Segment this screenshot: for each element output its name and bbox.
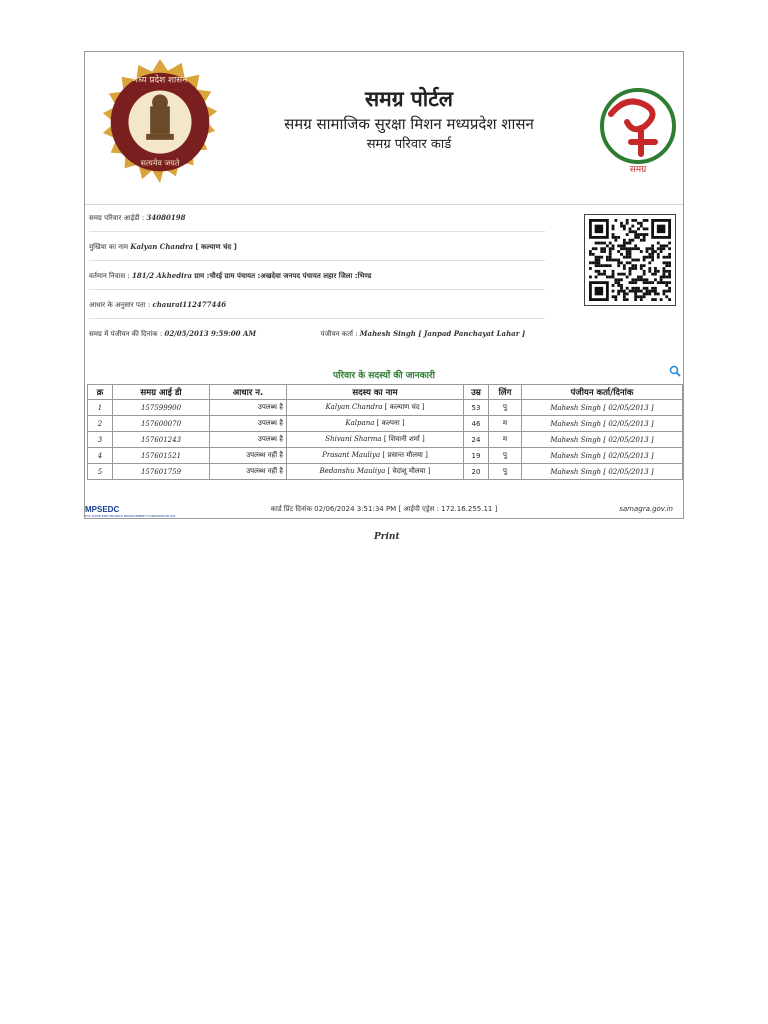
print-date: कार्ड प्रिंट दिनांक 02/06/2024 3:51:34 PM [ आईपी एड्रेस : 172.16.255.11 ] bbox=[270, 505, 498, 513]
member-name-en: Kalyan Chandra bbox=[325, 403, 383, 411]
mpsedc-logo-subtext: M.P. STATE ELECTRONICS DEVELOPMENT CORPORATION LTD. bbox=[85, 514, 177, 518]
family-id-row bbox=[89, 205, 545, 232]
col-aadhaar: आधार न. bbox=[210, 385, 287, 400]
print-button[interactable]: Print bbox=[374, 532, 400, 542]
member-name-hi: [ कल्याण चंद ] bbox=[384, 403, 425, 411]
mission-subtitle: समग्र सामाजिक सुरक्षा मिशन मध्यप्रदेश शासन bbox=[284, 115, 534, 133]
member-age: 46 bbox=[464, 416, 489, 432]
member-samagra-id: 157601759 bbox=[113, 464, 210, 480]
table-row bbox=[88, 464, 683, 480]
header-titles bbox=[245, 86, 573, 154]
aadhaar-address-value: chaurai112477446 bbox=[152, 300, 227, 309]
registration-row bbox=[89, 321, 545, 347]
members-section-title: परिवार के सदस्यों की जानकारी bbox=[332, 371, 435, 381]
member-sn: 1 bbox=[88, 400, 113, 416]
head-label: मुखिया का नाम bbox=[89, 243, 129, 251]
member-aadhaar: उपलब्ध है bbox=[210, 400, 287, 416]
samagra-logo-icon bbox=[597, 84, 679, 174]
member-name-hi: [ वेदांशू मौलया ] bbox=[387, 467, 431, 475]
table-row bbox=[88, 400, 683, 416]
member-name-hi: [ शिवानी शर्मा ] bbox=[383, 435, 425, 443]
member-aadhaar: उपलब्ध है bbox=[210, 432, 287, 448]
address-label: वर्तमान निवास : bbox=[89, 272, 130, 280]
member-samagra-id: 157600070 bbox=[113, 416, 210, 432]
reg-date-value: 02/05/2013 9:59:00 AM bbox=[164, 329, 257, 338]
mp-government-seal-icon bbox=[91, 57, 229, 195]
mpsedc-logo: MPSEDC bbox=[85, 505, 120, 514]
member-samagra-id: 157599900 bbox=[113, 400, 210, 416]
table-row bbox=[88, 432, 683, 448]
col-registrar-date: पंजीयन कर्ता/दिनांक bbox=[522, 385, 683, 400]
member-name bbox=[287, 448, 464, 464]
site-url: samagra.gov.in bbox=[619, 505, 673, 513]
address-house: 181/2 Akhedira bbox=[131, 271, 193, 280]
aadhaar-address-row bbox=[89, 292, 545, 319]
family-id-label: समग्र परिवार आईडी : bbox=[89, 214, 145, 222]
members-table bbox=[87, 384, 683, 480]
family-card bbox=[84, 51, 684, 519]
registrar-value: Mahesh Singh [ Janpad Panchayat Lahar ] bbox=[359, 329, 526, 338]
member-aadhaar: उपलब्ध नहीं है bbox=[210, 448, 287, 464]
card-footer bbox=[85, 500, 683, 520]
member-name-en: Shivani Sharma bbox=[325, 435, 382, 443]
member-age: 53 bbox=[464, 400, 489, 416]
member-gender: पु bbox=[489, 448, 522, 464]
member-sn: 4 bbox=[88, 448, 113, 464]
col-samagra-id: समग्र आई डी bbox=[113, 385, 210, 400]
card-name: समग्र परिवार कार्ड bbox=[366, 137, 452, 152]
member-samagra-id: 157601521 bbox=[113, 448, 210, 464]
member-registrar: Mahesh Singh [ 02/05/2013 ] bbox=[522, 432, 683, 448]
aadhaar-address-label: आधार के अनुसार पता : bbox=[89, 301, 151, 309]
head-row bbox=[89, 234, 545, 261]
member-name bbox=[287, 400, 464, 416]
address-row bbox=[89, 263, 545, 290]
address-rest: ग्राम :चौरई ग्राम पंचायत :अखदेवा जनपद पंचायत लहार जिला :भिण्ड bbox=[194, 272, 372, 280]
qr-code-icon bbox=[589, 219, 671, 301]
member-gender: पु bbox=[489, 400, 522, 416]
member-name bbox=[287, 432, 464, 448]
member-sn: 5 bbox=[88, 464, 113, 480]
col-age: उम्र bbox=[464, 385, 489, 400]
qr-code bbox=[584, 214, 676, 306]
member-sn: 3 bbox=[88, 432, 113, 448]
family-id-value: 34080198 bbox=[146, 213, 186, 222]
card-header bbox=[85, 52, 683, 205]
member-name-hi: [ कल्पना ] bbox=[376, 419, 405, 427]
family-info bbox=[85, 205, 683, 401]
registrar-label: पंजीयन कर्ता : bbox=[320, 330, 358, 338]
member-age: 24 bbox=[464, 432, 489, 448]
member-name bbox=[287, 464, 464, 480]
member-name-en: Prasant Mauliya bbox=[322, 451, 381, 459]
seal-text-top: मध्य प्रदेश शासन bbox=[132, 75, 188, 86]
search-icon[interactable] bbox=[669, 365, 681, 377]
member-registrar: Mahesh Singh [ 02/05/2013 ] bbox=[522, 448, 683, 464]
seal-text-bottom: सत्यमेव जयते bbox=[140, 158, 180, 168]
member-gender: म bbox=[489, 432, 522, 448]
member-aadhaar: उपलब्ध है bbox=[210, 416, 287, 432]
table-row bbox=[88, 448, 683, 464]
member-name-en: Kalpana bbox=[345, 419, 375, 427]
member-registrar: Mahesh Singh [ 02/05/2013 ] bbox=[522, 416, 683, 432]
col-sn: क्र bbox=[88, 385, 113, 400]
member-aadhaar: उपलब्ध नहीं है bbox=[210, 464, 287, 480]
member-age: 19 bbox=[464, 448, 489, 464]
member-gender: पु bbox=[489, 464, 522, 480]
portal-title: समग्र पोर्टल bbox=[364, 87, 454, 111]
member-samagra-id: 157601243 bbox=[113, 432, 210, 448]
member-age: 20 bbox=[464, 464, 489, 480]
member-sn: 2 bbox=[88, 416, 113, 432]
head-value-hi: [ कल्याण चंद ] bbox=[195, 243, 237, 251]
member-name-hi: [ प्रसान्त मौलया ] bbox=[382, 451, 428, 459]
member-name-en: Bedanshu Mauliya bbox=[319, 467, 386, 475]
table-row bbox=[88, 416, 683, 432]
col-gender: लिंग bbox=[489, 385, 522, 400]
table-header-row bbox=[88, 385, 683, 400]
member-registrar: Mahesh Singh [ 02/05/2013 ] bbox=[522, 464, 683, 480]
member-name bbox=[287, 416, 464, 432]
member-registrar: Mahesh Singh [ 02/05/2013 ] bbox=[522, 400, 683, 416]
member-gender: म bbox=[489, 416, 522, 432]
head-value-en: Kalyan Chandra bbox=[130, 242, 194, 251]
col-member-name: सदस्य का नाम bbox=[287, 385, 464, 400]
samagra-logo-text: समग्र bbox=[629, 165, 647, 174]
reg-date-label: समग्र में पंजीयन की दिनांक : bbox=[89, 330, 163, 338]
